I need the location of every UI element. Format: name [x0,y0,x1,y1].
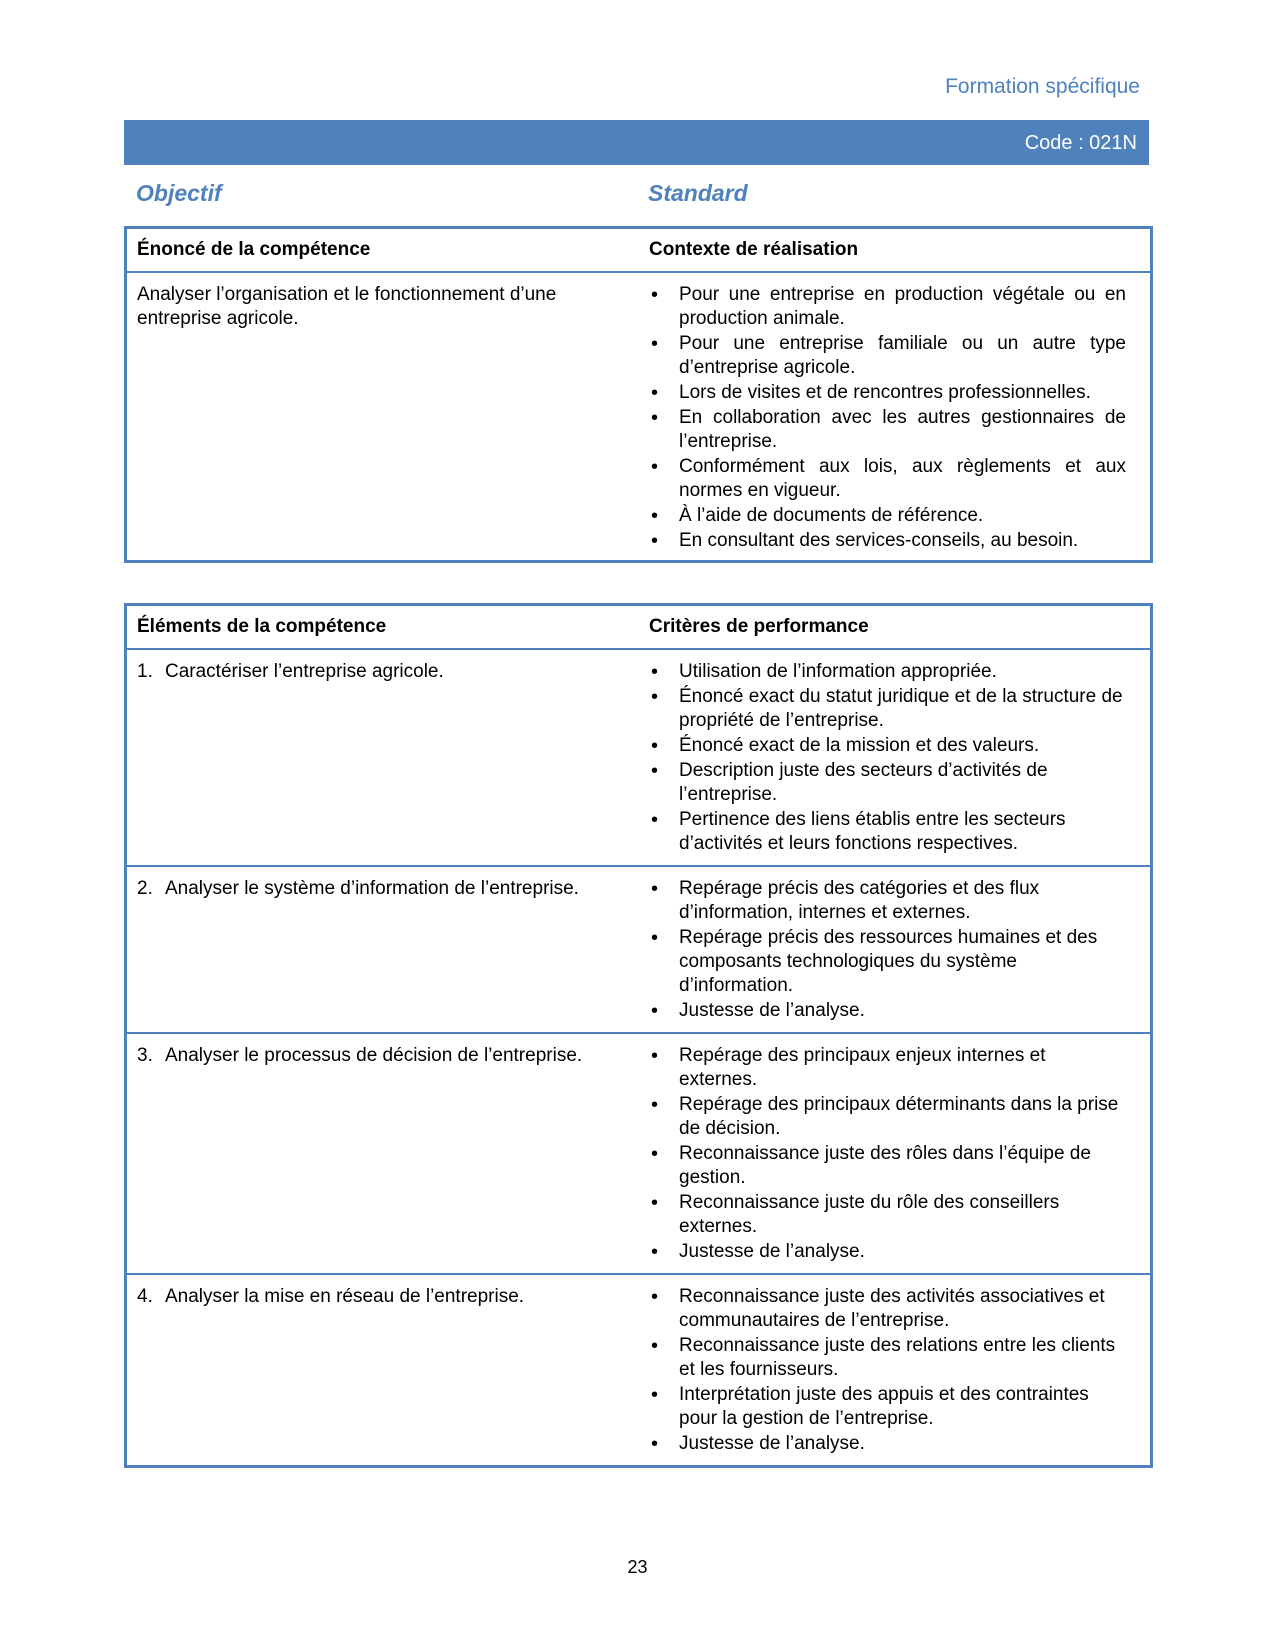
list-item: • Repérage des principaux déterminants dans la prise de décision. [649,1093,1126,1141]
criteria-list [649,1285,1126,1456]
table-row [127,865,1150,1032]
table-row [127,650,1150,865]
elements-header: Éléments de la compétence [137,616,387,637]
list-item: • En collaboration avec les autres gestionnaires de l’entreprise. [649,406,1126,454]
statement-header: Énoncé de la compétence [137,239,371,260]
section-standard: Standard [648,180,748,206]
context-list [649,283,1126,553]
element-number: 1. [137,661,153,682]
element-text: Analyser le processus de décision de l’entreprise. [165,1045,583,1066]
program-label: Formation spécifique [945,75,1140,98]
page-number: 23 [627,1557,648,1577]
criteria-list [649,1044,1126,1264]
list-item: • À l’aide de documents de référence. [649,504,1126,528]
competence-statement: Analyser l’organisation et le fonctionnement d’une entreprise agricole. [137,284,557,329]
context-header: Contexte de réalisation [649,239,859,260]
list-item: • Pour une entreprise en production végétale ou en production animale. [649,283,1126,331]
list-item: • Reconnaissance juste des activités associatives et communautaires de l’entreprise. [649,1285,1126,1333]
list-item: • Repérage des principaux enjeux internes et externes. [649,1044,1126,1092]
list-item: • En consultant des services-conseils, au besoin. [649,529,1126,553]
list-item: • Repérage précis des catégories et des flux d’information, internes et externes. [649,877,1126,925]
element-item [137,1285,649,1309]
competence-table [124,226,1153,563]
list-item: • Conformément aux lois, aux règlements et aux normes en vigueur. [649,455,1126,503]
element-number: 3. [137,1045,153,1066]
list-item: • Reconnaissance juste des relations entre les clients et les fournisseurs. [649,1334,1126,1382]
table-row [127,1032,1150,1273]
criteria-list [649,660,1126,856]
list-item: • Reconnaissance juste des rôles dans l’équipe de gestion. [649,1142,1126,1190]
competence-table-header [127,229,1150,273]
list-item: • Lors de visites et de rencontres professionnelles. [649,381,1126,405]
code-banner [124,120,1149,165]
element-item [137,1044,649,1068]
element-number: 4. [137,1286,153,1307]
list-item: • Justesse de l’analyse. [649,1240,1126,1264]
list-item: • Utilisation de l’information appropriée. [649,660,1126,684]
element-number: 2. [137,878,153,899]
elements-table [124,603,1153,1468]
list-item: • Justesse de l’analyse. [649,1432,1126,1456]
list-item: • Énoncé exact du statut juridique et de la structure de propriété de l’entreprise. [649,685,1126,733]
criteria-list [649,877,1126,1023]
list-item: • Énoncé exact de la mission et des valeurs. [649,734,1126,758]
list-item: • Interprétation juste des appuis et des contraintes pour la gestion de l’entreprise. [649,1383,1126,1431]
competence-row [127,273,1150,560]
list-item: • Justesse de l’analyse. [649,999,1126,1023]
table-row [127,1273,1150,1465]
criteria-header: Critères de performance [649,616,869,637]
list-item: • Pertinence des liens établis entre les secteurs d’activités et leurs fonctions respectives. [649,808,1126,856]
section-objectif: Objectif [136,180,222,206]
list-item: • Reconnaissance juste du rôle des conseillers externes. [649,1191,1126,1239]
list-item: • Description juste des secteurs d’activités de l’entreprise. [649,759,1126,807]
element-text: Analyser le système d’information de l’entreprise. [165,878,579,899]
element-item [137,877,649,901]
list-item: • Repérage précis des ressources humaines et des composants technologiques du système d’information. [649,926,1126,998]
competency-code: Code : 021N [1024,132,1137,154]
list-item: • Pour une entreprise familiale ou un autre type d’entreprise agricole. [649,332,1126,380]
element-item [137,660,649,684]
element-text: Caractériser l’entreprise agricole. [165,661,444,682]
element-text: Analyser la mise en réseau de l’entreprise. [165,1286,525,1307]
elements-table-header [127,606,1150,650]
